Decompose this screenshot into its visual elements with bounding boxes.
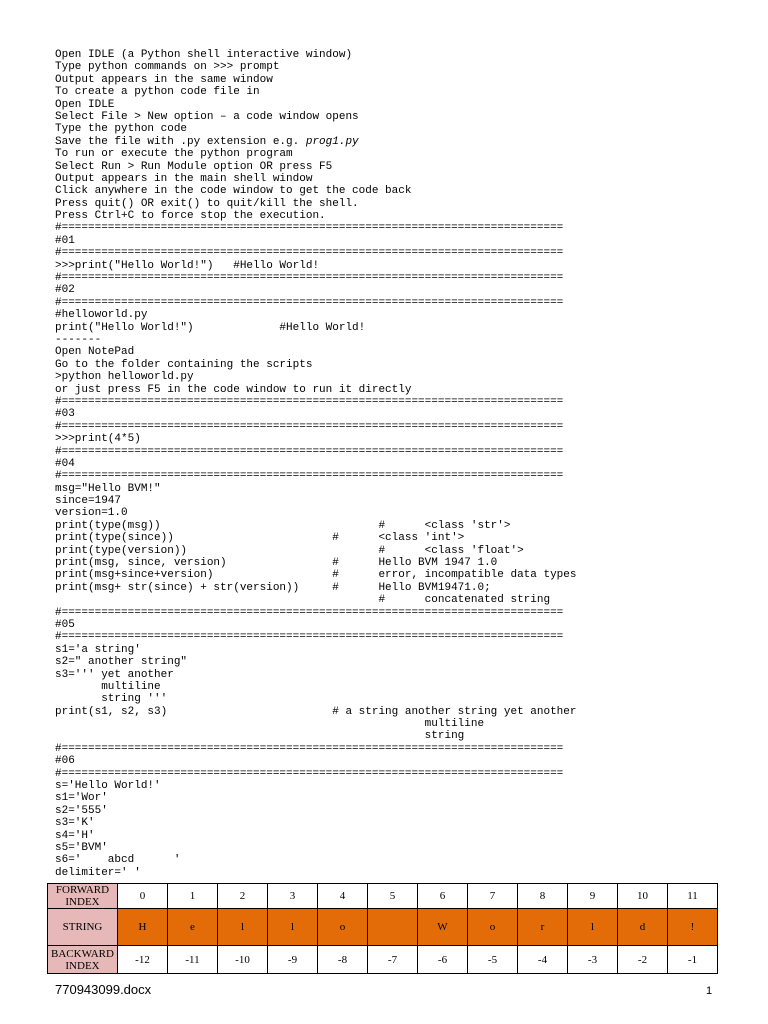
backward-index-cell: -11: [168, 946, 218, 974]
code-line: [55, 359, 577, 371]
code-line: [55, 185, 577, 197]
code-line: [55, 718, 577, 730]
code-line: [55, 842, 577, 854]
code-line-text: print("Hello World!") #Hello World!: [55, 321, 366, 334]
code-line: [55, 49, 577, 61]
code-line-text: #03: [55, 408, 75, 421]
backward-index-header: BACKWARD INDEX: [48, 946, 118, 974]
code-line-text: Open IDLE: [55, 98, 115, 111]
code-line: [55, 86, 577, 98]
forward-index-cell: 3: [268, 884, 318, 909]
code-line-text: Output appears in the same window: [55, 73, 273, 86]
code-line-text: s3=''' yet another: [55, 668, 174, 681]
code-line: [55, 594, 577, 606]
code-line-text: print(type(version)) # <class 'float'>: [55, 544, 524, 557]
code-line-text: s4='H': [55, 829, 95, 842]
code-line: [55, 681, 577, 693]
code-line: [55, 61, 577, 73]
code-line-text: -------: [55, 333, 102, 346]
code-line: [55, 507, 577, 519]
string-char-cell: d: [618, 909, 668, 946]
code-line: [55, 458, 577, 470]
string-char-cell: W: [418, 909, 468, 946]
code-line-text: Output appears in the main shell window: [55, 172, 313, 185]
code-line-text: #============================================================================: [55, 296, 564, 309]
forward-index-cell: 5: [368, 884, 418, 909]
code-line: [55, 346, 577, 358]
code-line: [55, 520, 577, 532]
string-char-cell: o: [318, 909, 368, 946]
code-line-text: version=1.0: [55, 507, 128, 520]
code-line: [55, 260, 577, 272]
code-line: [55, 805, 577, 817]
code-line: [55, 743, 577, 755]
code-line-text: s3='K': [55, 817, 95, 830]
forward-index-cell: 11: [668, 884, 718, 909]
code-line-text: To create a python code file in: [55, 86, 260, 99]
code-line-text: multiline: [55, 718, 485, 731]
code-line-text: msg="Hello BVM!": [55, 482, 161, 495]
code-line: [55, 830, 577, 842]
code-line-text: Select File > New option – a code window opens: [55, 110, 359, 123]
string-char-cell: !: [668, 909, 718, 946]
code-line: [55, 247, 577, 259]
code-line-text: print(msg+since+version) # error, incompatible data types: [55, 569, 577, 582]
code-line-text: Press quit() OR exit() to quit/kill the shell.: [55, 197, 359, 210]
example-filename: prog1.py: [305, 135, 359, 148]
code-line-text: >>>print(4*5): [55, 433, 141, 446]
code-line: [55, 198, 577, 210]
code-line-text: s2='555': [55, 804, 108, 817]
code-line-text: string ''': [55, 693, 168, 706]
forward-index-header: FORWARD INDEX: [48, 884, 118, 909]
code-line-text: >python helloworld.py: [55, 371, 194, 384]
code-line: [55, 272, 577, 284]
code-line-text: To run or execute the python program: [55, 148, 293, 161]
forward-index-cell: 0: [118, 884, 168, 909]
code-line: [55, 817, 577, 829]
backward-index-cell: -10: [218, 946, 268, 974]
backward-index-cell: -7: [368, 946, 418, 974]
code-line-text: #============================================================================: [55, 742, 564, 755]
code-line-text: #============================================================================: [55, 445, 564, 458]
code-line-text: s2=" another string": [55, 656, 188, 669]
backward-index-cell: -2: [618, 946, 668, 974]
code-line: [55, 99, 577, 111]
code-line-text: s6=' abcd ': [55, 854, 181, 867]
code-line-text: Go to the folder containing the scripts: [55, 358, 313, 371]
code-line: [55, 136, 577, 148]
code-line: [55, 669, 577, 681]
string-char-cell: l: [268, 909, 318, 946]
string-row: [48, 909, 718, 946]
code-line: [55, 396, 577, 408]
forward-index-cell: 1: [168, 884, 218, 909]
code-line: [55, 483, 577, 495]
code-line: [55, 384, 577, 396]
code-line: [55, 371, 577, 383]
code-line: [55, 210, 577, 222]
code-line: [55, 421, 577, 433]
code-line-text: s5='BVM': [55, 842, 108, 854]
code-line-text: #============================================================================: [55, 395, 564, 408]
code-line-text: #============================================================================: [55, 272, 564, 285]
code-line: [55, 532, 577, 544]
backward-index-cell: -5: [468, 946, 518, 974]
code-line-text: #06: [55, 755, 75, 768]
code-line-text: # concatenated string: [55, 594, 551, 607]
backward-index-cell: -6: [418, 946, 468, 974]
forward-index-cell: 6: [418, 884, 468, 909]
code-line: [55, 161, 577, 173]
code-line: [55, 235, 577, 247]
code-line: [55, 173, 577, 185]
code-line-text: string: [55, 730, 465, 743]
code-line: [55, 309, 577, 321]
code-line: [55, 780, 577, 792]
code-line: [55, 582, 577, 594]
code-line: [55, 656, 577, 668]
forward-index-row: [48, 884, 718, 909]
code-line-text: #============================================================================: [55, 222, 564, 235]
document-filename: 770943099.docx: [55, 982, 152, 997]
code-line-text: #============================================================================: [55, 606, 564, 619]
forward-index-cell: 2: [218, 884, 268, 909]
code-line: [55, 867, 577, 879]
string-char-cell: l: [218, 909, 268, 946]
code-line: [55, 854, 577, 866]
code-line: [55, 222, 577, 234]
code-line-text: #02: [55, 284, 75, 297]
backward-index-cell: -12: [118, 946, 168, 974]
backward-index-cell: -1: [668, 946, 718, 974]
string-char-cell: H: [118, 909, 168, 946]
code-line: [55, 123, 577, 135]
code-line: [55, 322, 577, 334]
code-line-text: #============================================================================: [55, 420, 564, 433]
code-line: [55, 569, 577, 581]
string-char-cell: e: [168, 909, 218, 946]
code-line-text: Open NotePad: [55, 346, 135, 359]
forward-index-cell: 10: [618, 884, 668, 909]
code-line-text: s='Hello World!': [55, 780, 161, 793]
forward-index-cell: 9: [568, 884, 618, 909]
string-char-cell: [368, 909, 418, 946]
code-line: [55, 433, 577, 445]
string-char-cell: o: [468, 909, 518, 946]
code-line: [55, 730, 577, 742]
code-line: [55, 619, 577, 631]
code-line-text: Select Run > Run Module option OR press F5: [55, 160, 333, 173]
string-char-cell: l: [568, 909, 618, 946]
code-line-text: Type python commands on >>> prompt: [55, 61, 280, 74]
code-line-text: #============================================================================: [55, 767, 564, 780]
code-line-text: #04: [55, 457, 75, 470]
code-line: [55, 545, 577, 557]
code-line-text: print(msg+ str(since) + str(version)) # Hello BVM19471.0;: [55, 581, 491, 594]
code-line-text: #01: [55, 234, 75, 247]
code-line-text: #05: [55, 618, 75, 631]
code-line-text: s1='Wor': [55, 792, 108, 805]
code-line: [55, 74, 577, 86]
string-index-table: [47, 883, 718, 974]
code-line-text: Open IDLE (a Python shell interactive window): [55, 49, 353, 61]
code-line: [55, 470, 577, 482]
code-line-text: print(type(since)) # <class 'int'>: [55, 532, 465, 545]
code-line: [55, 284, 577, 296]
code-line: [55, 755, 577, 767]
code-line: [55, 495, 577, 507]
code-line-text: #============================================================================: [55, 247, 564, 260]
code-line-text: #============================================================================: [55, 470, 564, 483]
code-line: [55, 693, 577, 705]
code-line-text: #helloworld.py: [55, 309, 148, 322]
code-line-text: s1='a string': [55, 643, 141, 656]
backward-index-cell: -3: [568, 946, 618, 974]
code-line: [55, 111, 577, 123]
code-line: [55, 297, 577, 309]
code-line: [55, 607, 577, 619]
code-line: [55, 334, 577, 346]
backward-index-cell: -8: [318, 946, 368, 974]
code-listing: [55, 49, 577, 879]
code-line-text: print(msg, since, version) # Hello BVM 1947 1.0: [55, 557, 498, 570]
code-line-text: since=1947: [55, 495, 122, 508]
code-line-text: print(type(msg)) # <class 'str'>: [55, 519, 511, 532]
code-line-text: or just press F5 in the code window to run it directly: [55, 383, 412, 396]
forward-index-cell: 4: [318, 884, 368, 909]
code-line-text: Type the python code: [55, 123, 188, 136]
code-line: [55, 408, 577, 420]
code-line-text: Click anywhere in the code window to get the code back: [55, 185, 412, 198]
string-char-cell: r: [518, 909, 568, 946]
backward-index-cell: -4: [518, 946, 568, 974]
code-line: [55, 792, 577, 804]
code-line: [55, 148, 577, 160]
code-line-text: Press Ctrl+C to force stop the execution.: [55, 210, 326, 223]
code-line-text: #============================================================================: [55, 631, 564, 644]
forward-index-cell: 7: [468, 884, 518, 909]
code-line: [55, 706, 577, 718]
backward-index-row: [48, 946, 718, 974]
string-header: STRING: [48, 909, 118, 946]
code-line-text: delimiter=' ': [55, 866, 141, 879]
code-line: [55, 446, 577, 458]
code-line: [55, 631, 577, 643]
code-line: [55, 557, 577, 569]
code-line-text: Save the file with .py extension e.g.: [55, 135, 306, 148]
code-line: [55, 644, 577, 656]
page-number: 1: [706, 985, 713, 997]
code-line-text: print(s1, s2, s3) # a string another string yet another: [55, 705, 577, 718]
backward-index-cell: -9: [268, 946, 318, 974]
code-line-text: >>>print("Hello World!") #Hello World!: [55, 259, 320, 272]
code-line-text: multiline: [55, 680, 161, 693]
code-line: [55, 768, 577, 780]
forward-index-cell: 8: [518, 884, 568, 909]
